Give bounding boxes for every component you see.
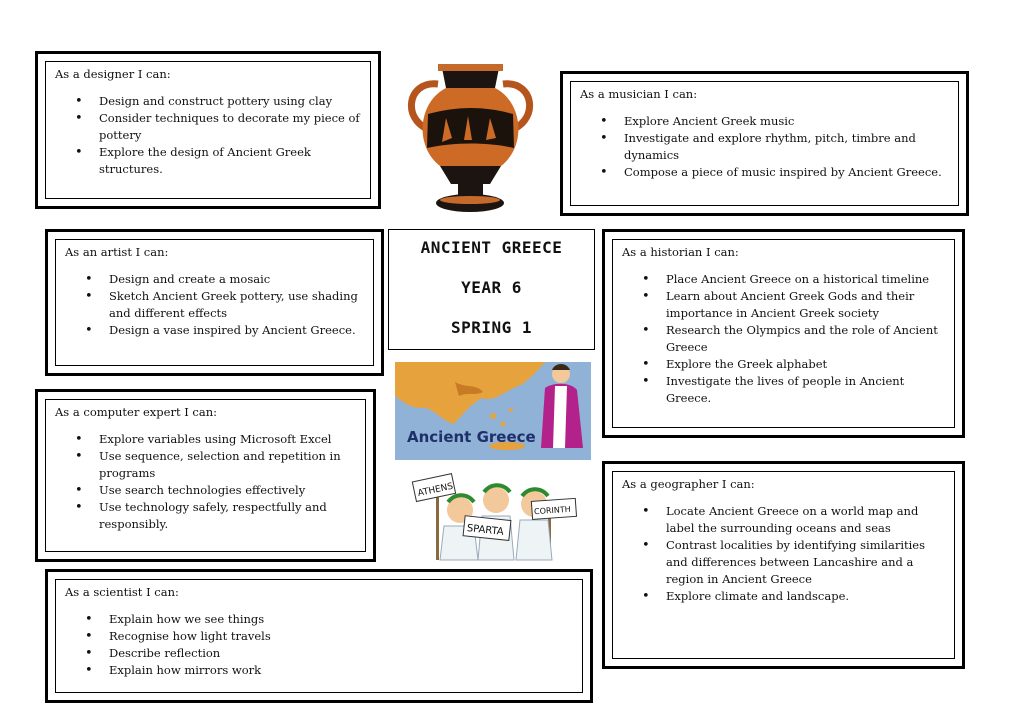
scientist-box (45, 569, 593, 703)
sign-athens: ATHENS (416, 481, 455, 499)
list-item: • Design and create a mosaic (99, 271, 364, 288)
list-item: • Design and construct pottery using clay (89, 93, 361, 110)
list-item: • Explain how we see things (99, 611, 573, 628)
geographer-heading: As a geographer I can: (622, 477, 755, 491)
computer-heading: As a computer expert I can: (55, 405, 217, 419)
designer-list (55, 93, 361, 178)
list-item: • Recognise how light travels (99, 628, 573, 645)
designer-inner (45, 61, 371, 199)
historian-inner (612, 239, 955, 428)
computer-inner (45, 399, 366, 552)
list-item: • Explore variables using Microsoft Excel (89, 431, 356, 448)
list-item: • Locate Ancient Greece on a world map and label the surrounding oceans and seas (656, 503, 945, 537)
musician-heading: As a musician I can: (580, 87, 698, 101)
list-item: • Consider techniques to decorate my piece of pottery (89, 110, 361, 144)
geographer-box (602, 461, 965, 669)
artist-inner (55, 239, 374, 366)
historian-heading: As a historian I can: (622, 245, 739, 259)
greek-vase-image (398, 62, 543, 216)
greek-city-signs-image (408, 470, 578, 562)
list-item: • Design a vase inspired by Ancient Greece. (99, 322, 364, 339)
sign-corinth: CORINTH (533, 504, 571, 517)
list-item: • Sketch Ancient Greek pottery, use shading and different effects (99, 288, 364, 322)
list-item: • Use search technologies effectively (89, 482, 356, 499)
list-item: • Explore climate and landscape. (656, 588, 945, 605)
list-item: • Place Ancient Greece on a historical timeline (656, 271, 945, 288)
list-item: • Use sequence, selection and repetition in programs (89, 448, 356, 482)
list-item: • Describe reflection (99, 645, 573, 662)
scientist-heading: As a scientist I can: (65, 585, 179, 599)
list-item: • Contrast localities by identifying similarities and differences between Lancashire and a region in Ancient Greece (656, 537, 945, 588)
designer-box (35, 51, 381, 209)
map-label: Ancient Greece (407, 428, 536, 446)
list-item: • Use technology safely, respectfully and responsibly. (89, 499, 356, 533)
musician-inner (570, 81, 959, 206)
scientist-inner (55, 579, 583, 693)
title-box (388, 229, 595, 350)
computer-box (35, 389, 376, 562)
musician-box (560, 71, 969, 216)
computer-list (55, 431, 356, 533)
term-label: SPRING 1 (450, 318, 533, 337)
list-item: • Investigate and explore rhythm, pitch, timbre and dynamics (614, 130, 949, 164)
ancient-greece-map-image (395, 362, 591, 460)
list-item: • Explore the Greek alphabet (656, 356, 945, 373)
list-item: • Explain how mirrors work (99, 662, 573, 679)
artist-box (45, 229, 384, 376)
musician-list (580, 113, 949, 181)
list-item: • Research the Olympics and the role of Ancient Greece (656, 322, 945, 356)
list-item: • Explore Ancient Greek music (614, 113, 949, 130)
geographer-inner (612, 471, 955, 659)
list-item: • Compose a piece of music inspired by Ancient Greece. (614, 164, 949, 181)
geographer-list (622, 503, 945, 605)
historian-box (602, 229, 965, 438)
artist-heading: As an artist I can: (65, 245, 169, 259)
list-item: • Investigate the lives of people in Ancient Greece. (656, 373, 945, 407)
page-title: ANCIENT GREECE (420, 238, 563, 257)
designer-heading: As a designer I can: (55, 67, 171, 81)
year-label: YEAR 6 (461, 278, 522, 297)
sign-sparta: SPARTA (466, 523, 505, 538)
list-item: • Learn about Ancient Greek Gods and their importance in Ancient Greek society (656, 288, 945, 322)
scientist-list (65, 611, 573, 679)
historian-list (622, 271, 945, 407)
artist-list (65, 271, 364, 339)
list-item: • Explore the design of Ancient Greek structures. (89, 144, 361, 178)
